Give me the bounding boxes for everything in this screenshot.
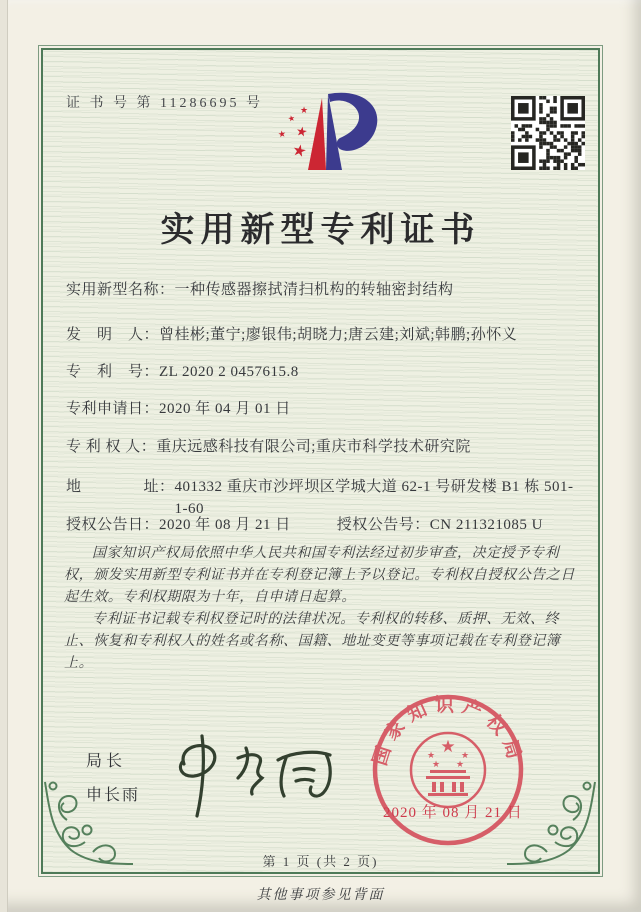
logo-star: ★ [294,123,309,140]
seal-date: 2020 年 08 月 21 日 [383,805,523,821]
certificate-title: 实用新型专利证书 [160,212,481,249]
logo-star: ★ [277,128,287,140]
grant-number-value: CN 211321085 U [429,517,543,533]
field-label: 专 利 权 人： [66,439,157,455]
field-label: 专 利 号： [66,364,160,380]
officer-title: 局长 [86,753,127,770]
svg-text:★: ★ [431,759,441,769]
seal-emblem [411,733,485,807]
legal-text [64,543,584,675]
field-value: 401332 重庆市沙坪坝区学城大道 62-1 号研发楼 B1 栋 501-1-60 [174,479,574,517]
certificate-number: 证 书 号 第 11286695 号 [66,96,263,111]
field-value: ZL 2020 2 0457615.8 [159,364,299,380]
field-label: 专利申请日： [66,401,160,417]
page-indicator: 第 1 页 (共 2 页) [262,854,379,869]
svg-text:★: ★ [426,750,436,760]
svg-text:★: ★ [455,759,465,769]
seal-ring-text: 国家知识产权局 [369,694,527,769]
back-note: 其他事项参见背面 [256,888,385,903]
legal-paragraph-1: 国家知识产权局依照中华人民共和国专利法经过初步审查，决定授予专利权，颁发实用新型专利证书并在专利登记簿上予以登记。专利权自授权公告之日起生效。专利权期限为十年，自申请日起算。 [64,546,575,605]
cnipa-logo-icon [256,82,416,194]
field-row-grant [66,514,586,536]
svg-text:★: ★ [460,750,470,760]
logo-star: ★ [287,113,296,124]
field-label: 发 明 人： [66,327,160,343]
signature-icon [150,728,350,823]
logo-star: ★ [290,141,309,162]
svg-text:国家知识产权局 [369,693,527,768]
qr-code [511,96,585,170]
field-label: 实用新型名称： [66,282,175,298]
field-label: 地 址： [66,479,175,495]
legal-paragraph-2: 专利证书记载专利权登记时的法律状况。专利权的转移、质押、无效、终止、恢复和专利权人的姓名或名称、国籍、地址变更等事项记载在专利登记簿上。 [64,612,561,671]
officer-name: 申长雨 [86,787,141,804]
logo-blue-spike [326,94,342,170]
svg-text:★: ★ [440,737,456,756]
field-value: 2020 年 04 月 01 日 [159,401,291,417]
field-row-patentee [66,436,586,458]
grant-number-label: 授权公告号： [336,517,430,533]
grant-date-value: 2020 年 08 月 21 日 [159,517,291,533]
field-value: 一种传感器擦拭清扫机构的转轴密封结构 [174,282,454,298]
field-row-inventors [66,324,586,346]
logo-red-spike [308,98,326,170]
field-row-filing-date [66,398,586,420]
grant-date-label: 授权公告日： [66,517,160,533]
field-value: 重庆远感科技有限公司;重庆市科学技术研究院 [156,439,471,455]
field-value: 曾桂彬;董宁;廖银伟;胡晓力;唐云建;刘斌;韩鹏;孙怀义 [159,327,518,343]
field-row-patent-number [66,361,586,383]
scan-edge [0,0,8,912]
field-row-name [66,279,586,301]
logo-star: ★ [300,105,309,115]
